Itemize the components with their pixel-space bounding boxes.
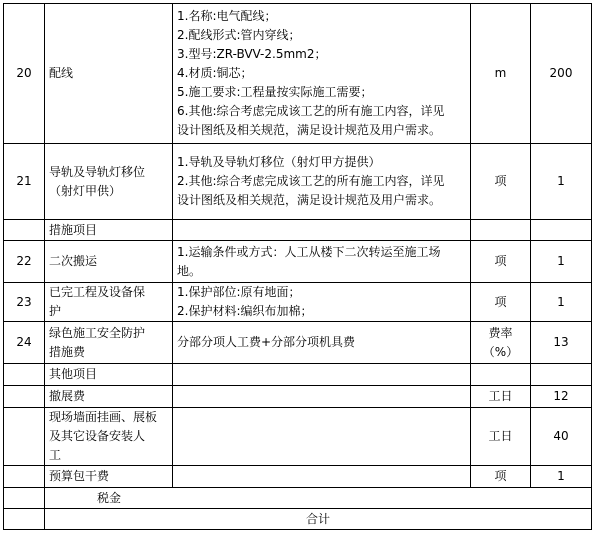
- item-name: [45, 144, 173, 220]
- item-number: 24: [4, 322, 45, 364]
- item-description: [173, 4, 471, 144]
- table-row: [4, 466, 592, 488]
- item-unit: 工日: [471, 386, 531, 408]
- description-line: 5.施工要求:工程量按实际施工需要；: [177, 85, 373, 99]
- item-name: 配线: [45, 4, 173, 144]
- item-description: [173, 386, 471, 408]
- item-quantity: 1: [531, 241, 592, 283]
- item-quantity: 40: [531, 408, 592, 466]
- description-line: 设计图纸及相关规范，满足设计规范及用户需求。: [177, 123, 442, 137]
- table-row: [4, 4, 592, 144]
- item-quantity: 1: [531, 144, 592, 220]
- name-line: 及其它设备安装人: [49, 429, 146, 443]
- description-line: 地。: [177, 263, 202, 278]
- item-unit: 工日: [471, 408, 531, 466]
- item-unit: [471, 364, 531, 386]
- item-number: 20: [4, 4, 45, 144]
- item-unit: [471, 322, 531, 364]
- item-unit: 项: [471, 144, 531, 220]
- table-row: [4, 144, 592, 220]
- item-description: [173, 408, 471, 466]
- item-description: [173, 144, 471, 220]
- item-unit: [471, 220, 531, 241]
- table-row: [4, 220, 592, 241]
- item-quantity: 200: [531, 4, 592, 144]
- item-number: [4, 488, 45, 509]
- table-row: [4, 322, 592, 364]
- tax-label: 税金: [45, 488, 592, 509]
- table-row: [4, 283, 592, 322]
- description-line: 1.导轨及导轨灯移位（射灯甲方提供）: [177, 155, 381, 169]
- item-number: [4, 509, 45, 530]
- description-line: 2.其他:综合考虑完成该工艺的所有施工内容，详见: [177, 174, 445, 188]
- item-number: 23: [4, 283, 45, 322]
- name-line: 护: [49, 304, 62, 318]
- section-heading: 其他项目: [45, 364, 173, 386]
- item-quantity: 12: [531, 386, 592, 408]
- table-row: [4, 488, 592, 509]
- name-line: 导轨及导轨灯移位: [49, 164, 146, 179]
- description-line: 6.其他:综合考虑完成该工艺的所有施工内容，详见: [177, 104, 445, 118]
- item-name: [45, 408, 173, 466]
- description-line: 1.名称:电气配线；: [177, 9, 277, 23]
- item-description: [173, 364, 471, 386]
- name-line: 措施费: [49, 344, 86, 359]
- table-row: [4, 408, 592, 466]
- item-number: [4, 220, 45, 241]
- table-row: [4, 386, 592, 408]
- item-number: 22: [4, 241, 45, 283]
- item-quantity: [531, 364, 592, 386]
- item-name: [45, 322, 173, 364]
- item-description: [173, 466, 471, 488]
- table-row: [4, 364, 592, 386]
- name-line: 现场墙面挂画、展板: [49, 410, 158, 424]
- description-line: 1.运输条件或方式：人工从楼下二次转运至施工场: [177, 244, 441, 259]
- description-line: 2.配线形式:管内穿线；: [177, 28, 301, 42]
- name-line: 绿色施工安全防护: [49, 325, 146, 340]
- unit-line: （%）: [482, 344, 519, 359]
- description-line: 2.保护材料:编织布加棉；: [177, 304, 313, 318]
- item-name: 预算包干费: [45, 466, 173, 488]
- name-line: 已完工程及设备保: [49, 285, 146, 299]
- description-line: 1.保护部位:原有地面；: [177, 285, 301, 299]
- item-unit: 项: [471, 466, 531, 488]
- item-number: 21: [4, 144, 45, 220]
- description-line: 设计图纸及相关规范，满足设计规范及用户需求。: [177, 193, 442, 207]
- item-quantity: [531, 220, 592, 241]
- item-description: 分部分项人工费+分部分项机具费: [173, 322, 471, 364]
- item-unit: 项: [471, 283, 531, 322]
- section-heading: 措施项目: [45, 220, 173, 241]
- unit-line: 费率: [488, 325, 513, 340]
- name-line: （射灯甲供）: [49, 183, 122, 198]
- description-line: 4.材质:铜芯；: [177, 66, 253, 80]
- item-unit: 项: [471, 241, 531, 283]
- bill-of-quantities-table: [3, 3, 592, 530]
- table-row: [4, 241, 592, 283]
- item-number: [4, 466, 45, 488]
- total-label: 合计: [45, 509, 592, 530]
- item-quantity: 1: [531, 283, 592, 322]
- item-unit: m: [471, 4, 531, 144]
- item-name: 二次搬运: [45, 241, 173, 283]
- item-number: [4, 386, 45, 408]
- item-quantity: 13: [531, 322, 592, 364]
- item-name: [45, 283, 173, 322]
- item-name: 撤展费: [45, 386, 173, 408]
- item-description: [173, 241, 471, 283]
- item-description: [173, 220, 471, 241]
- item-quantity: 1: [531, 466, 592, 488]
- item-description: [173, 283, 471, 322]
- item-number: [4, 364, 45, 386]
- item-number: [4, 408, 45, 466]
- table-row: [4, 509, 592, 530]
- name-line: 工: [49, 448, 62, 462]
- description-line: 3.型号:ZR-BVV-2.5mm2；: [177, 47, 327, 61]
